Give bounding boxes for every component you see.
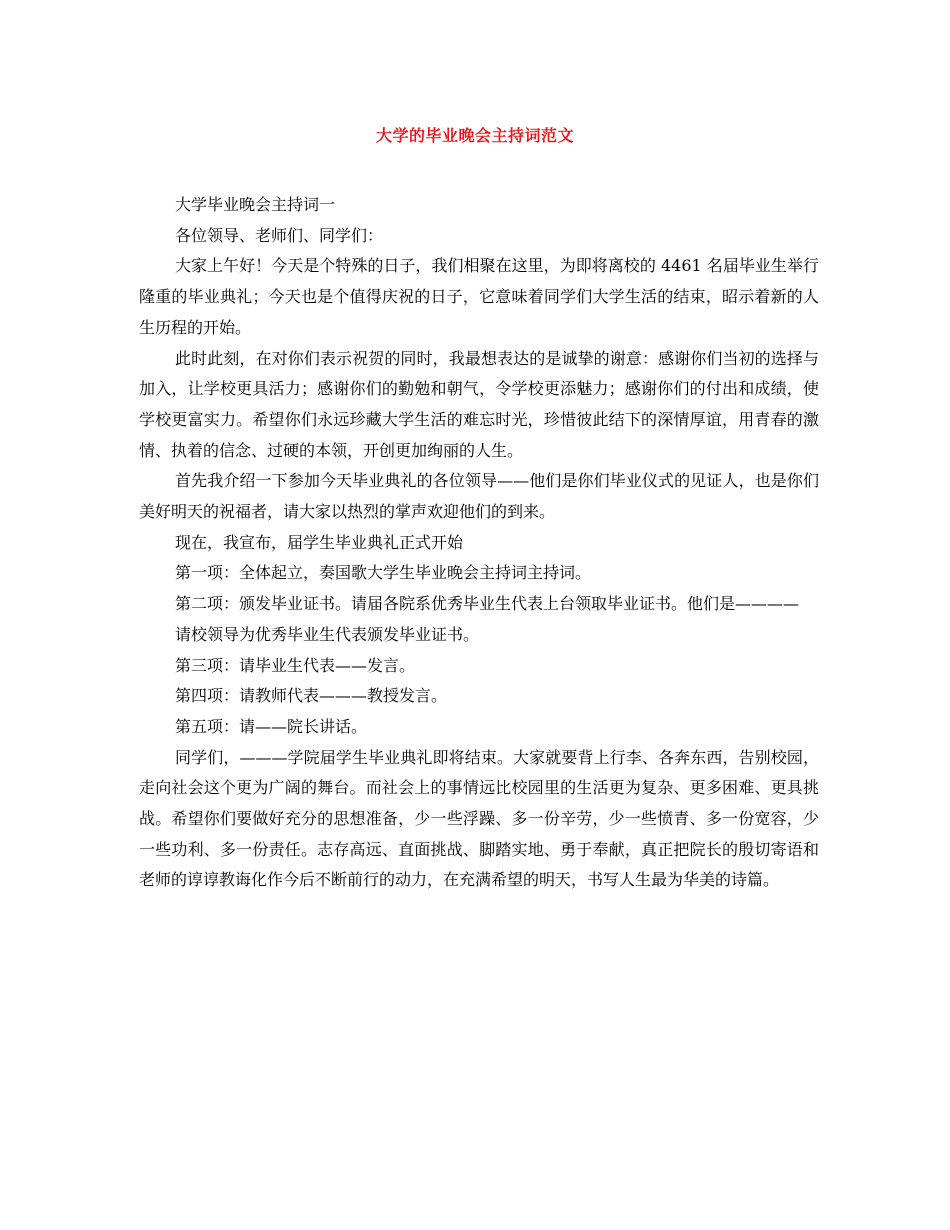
paragraph: 首先我介绍一下参加今天毕业典礼的各位领导——他们是你们毕业仪式的见证人，也是你们美好明天的祝福者，请大家以热烈的掌声欢迎他们的到来。 [139, 471, 819, 522]
salutation: 各位领导、老师们、同学们： [175, 225, 384, 245]
document-title: 大学的毕业晚会主持词范文 [375, 126, 574, 145]
paragraph: 大家上午好！今天是个特殊的日子，我们相聚在这里，为即将离校的 4461 名届毕业生举行隆重的毕业典礼；今天也是个值得庆祝的日子，它意味着同学们大学生活的结束，昭示着新的人生历程的开始。 [139, 256, 819, 337]
paragraph: 现在，我宣布，届学生毕业典礼正式开始 [175, 532, 464, 552]
agenda-item: 第二项：颁发毕业证书。请届各院系优秀毕业生代表上台领取毕业证书。他们是———— [175, 594, 800, 614]
paragraph: 同学们，———学院届学生毕业典礼即将结束。大家就要背上行李、各奔东西，告别校园，走向社会这个更为广阔的舞台。而社会上的事情远比校园里的生活更为复杂、更多困难、更具挑战。希望你们要做好充分的思想准备，少一些浮躁、多一份辛劳，少一些愤青、多一份宽容，少一些功利、多一份责任。志存高远、直面挑战、脚踏实地、勇于奉献，真正把院长的殷切寄语和老师的谆谆教诲化作今后不断前行的动力，在充满希望的明天，书写人生最为华美的诗篇。 [139, 747, 819, 890]
section-heading: 大学毕业晚会主持词一 [175, 195, 336, 214]
agenda-item: 第五项：请——院长讲话。 [175, 716, 368, 736]
paragraph: 请校领导为优秀毕业生代表颁发毕业证书。 [175, 624, 480, 644]
agenda-item: 第三项：请毕业生代表——发言。 [175, 655, 416, 675]
agenda-item: 第四项：请教师代表———教授发言。 [175, 686, 448, 706]
paragraph: 此时此刻，在对你们表示祝贺的同时，我最想表达的是诚挚的谢意：感谢你们当初的选择与加入，让学校更具活力；感谢你们的勤勉和朝气，令学校更添魅力；感谢你们的付出和成绩，使学校更富实力。希望你们永远珍藏大学生活的难忘时光，珍惜彼此结下的深情厚谊，用青春的激情、执着的信念、过硬的本领，开创更加绚丽的人生。 [139, 348, 819, 460]
agenda-item: 第一项：全体起立，奏国歌大学生毕业晚会主持词主持词。 [175, 563, 592, 583]
document-body [139, 190, 819, 896]
